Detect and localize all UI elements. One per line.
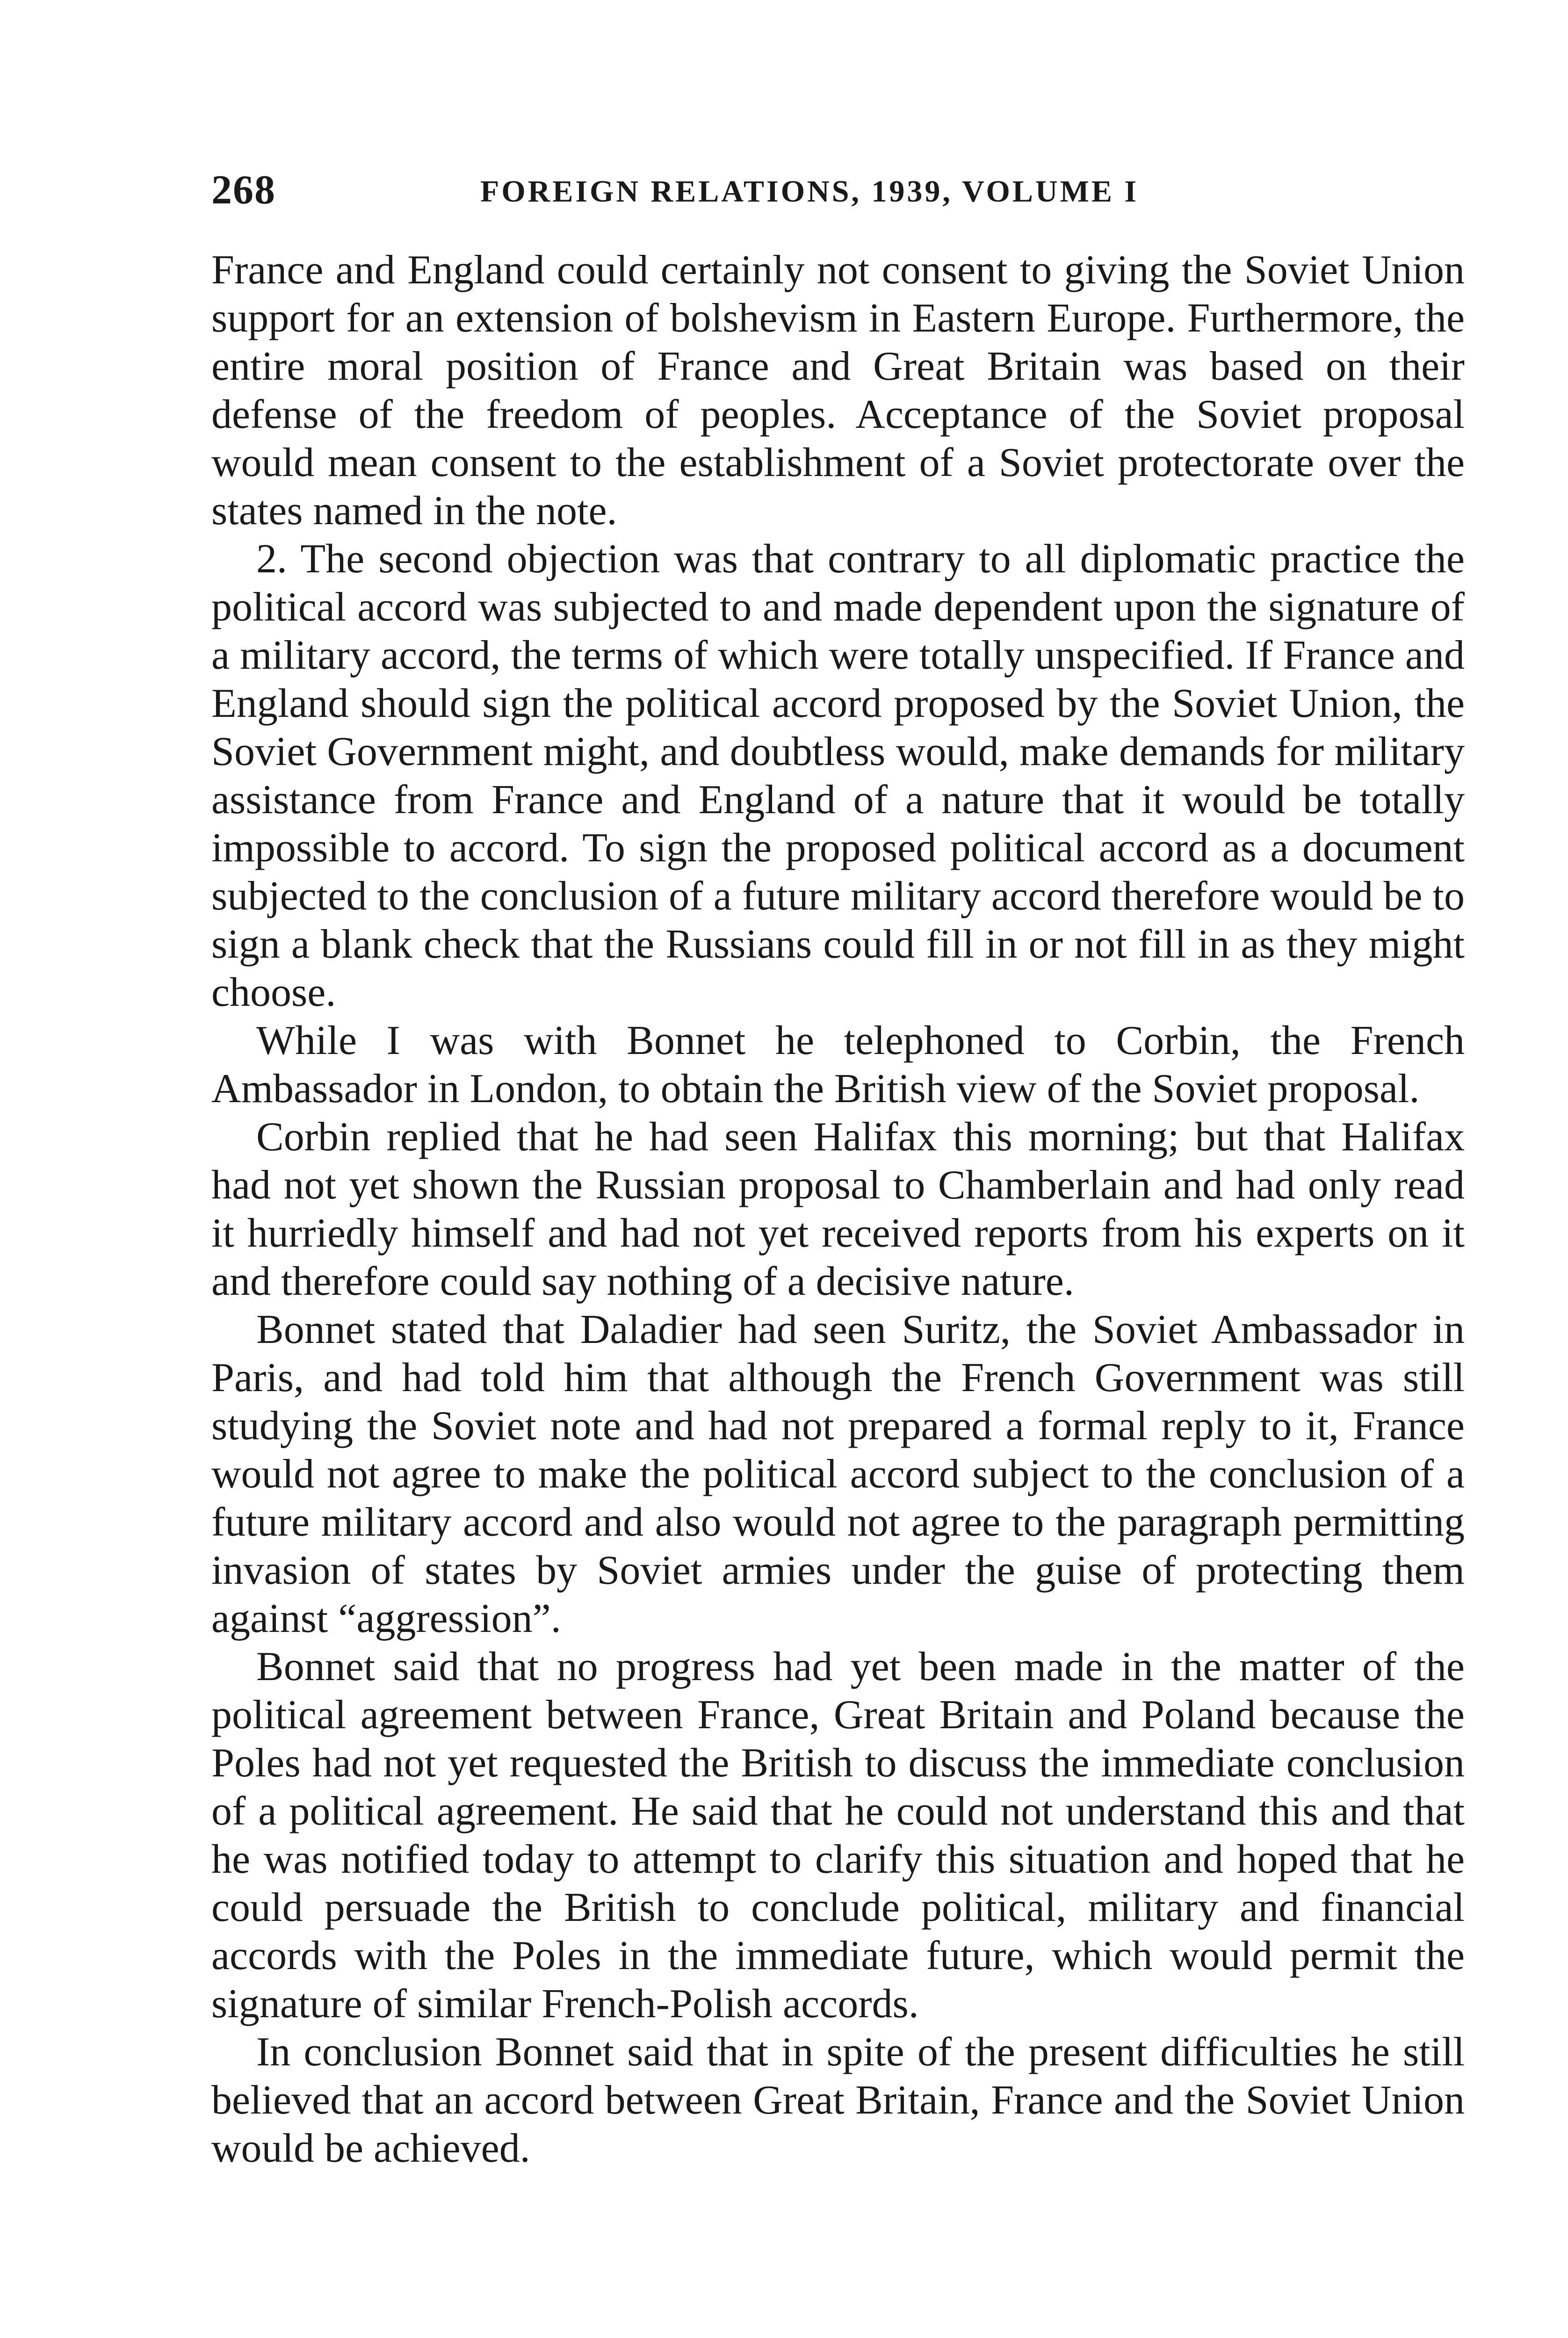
paragraph-daladier-suritz: Bonnet stated that Daladier had seen Suritz, the Soviet Ambassador in Paris, and had told him that although the French Government was still studying the Soviet note and had not prepared a formal reply to it, France would not agree to make the political accord subject to the conclusion of a future military accord and also would not agree to the paragraph permitting invasion of states by Soviet armies under the guise of protecting them against “aggression”. <box>211 1307 1465 1641</box>
paragraph-corbin-reply: Corbin replied that he had seen Halifax this morning; but that Halifax had not yet shown the Russian proposal to Chamberlain and had only read it hurriedly himself and had not yet received reports from his experts on it and therefore could say nothing of a decisive nature. <box>211 1114 1465 1304</box>
running-header <box>211 165 1465 216</box>
paragraph-continuation: France and England could certainly not consent to giving the Soviet Union support for an extension of bolshevism in Eastern Europe. Furthermore, the entire moral position of France and Great Britain was based on their defense of the freedom of peoples. Acceptance of the Soviet proposal would mean consent to the establishment of a Soviet protectorate over the states named in the note. <box>211 247 1465 534</box>
paragraph-poland-agreement: Bonnet said that no progress had yet been made in the matter of the political agreement between France, Great Britain and Poland because the Poles had not yet requested the British to discuss the immediate conclusion of a political agreement. He said that he could not understand this and that he was notified today to attempt to clarify this situation and hoped that he could persuade the British to conclude political, military and financial accords with the Poles in the immediate future, which would permit the signature of similar French-Polish accords. <box>211 1644 1465 2027</box>
header-title: FOREIGN RELATIONS, 1939, VOLUME I <box>480 174 1139 209</box>
body-text <box>211 246 1465 2172</box>
paragraph-second-objection: 2. The second objection was that contrary to all diplomatic practice the political accord was subjected to and made dependent upon the signature of a military accord, the terms of which were totally unspecified. If France and England should sign the political accord proposed by the Soviet Union, the Soviet Government might, and doubtless would, make demands for military assistance from France and England of a nature that it would be totally impossible to accord. To sign the proposed political accord as a document subjected to the conclusion of a future military accord therefore would be to sign a blank check that the Russians could fill in or not fill in as they might choose. <box>211 536 1465 1015</box>
page-number: 268 <box>211 167 276 213</box>
paragraph-telephone-corbin: While I was with Bonnet he telephoned to Corbin, the French Ambassador in London, to obtain the British view of the Soviet proposal. <box>211 1018 1465 1111</box>
paragraph-conclusion: In conclusion Bonnet said that in spite of the present difficulties he still believed that an accord between Great Britain, France and the Soviet Union would be achieved. <box>211 2029 1465 2171</box>
